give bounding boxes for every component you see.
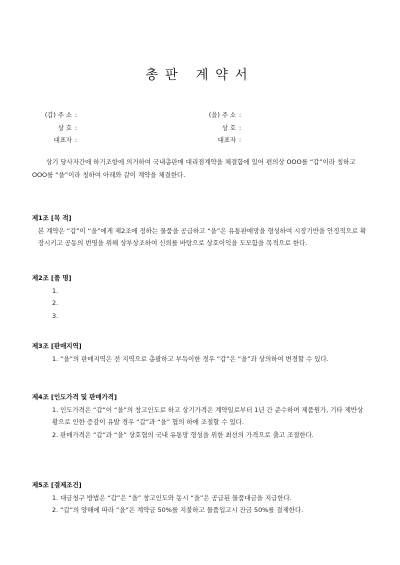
article-heading: 제3조 [판매지역] xyxy=(32,342,82,350)
colon: : xyxy=(74,137,78,144)
party-b-company-label: 상 호 xyxy=(221,124,236,132)
party-a-address-label: (갑) 주 소 xyxy=(44,112,72,119)
article-4 xyxy=(32,391,368,441)
party-b-block xyxy=(184,110,244,148)
colon: : xyxy=(74,124,78,132)
list-item: 2. xyxy=(52,299,59,307)
party-a-rep-label: 대표자 xyxy=(53,137,72,144)
list-item: 1. 인도가격은 “갑”이 “을”의 창고인도로 하고 상기가격은 계약일로부터 1년 간 준수하며 제품원가, 기타 제반상황으로 인한 증감이 유발 경우 “갑”과 “을” 협의 하에 조절할 수 있다. xyxy=(52,405,364,426)
article-heading: 제4조 [인도가격 및 판매가격] xyxy=(32,393,117,401)
party-a-block xyxy=(20,110,80,148)
party-b-address-label: (을) 주 소 xyxy=(208,112,236,119)
list-item: 1. xyxy=(52,286,59,295)
list-item: 2. “갑”의 양해에 따라 “을”은 계약금 50%를 지불하고 물품입고시 잔금 50%를 결제한다. xyxy=(52,506,304,514)
article-2 xyxy=(32,272,368,322)
list-item: 3. xyxy=(52,311,59,320)
list-item: 2. 판매가격은 “갑”과 “을” 상호협의 국내 유통망 형성을 위한 최선의 가격으로 출고 조절한다. xyxy=(52,430,314,439)
article-3 xyxy=(32,340,368,365)
colon: : xyxy=(238,124,242,132)
article-heading: 제2조 [품 명] xyxy=(32,274,72,282)
list-item: 1. 대금청구 방법은 “갑”은 “을” 창고인도와 동시 “을”은 공급된 물품대금을 지급한다. xyxy=(52,493,292,502)
article-heading: 제5조 [결제조건] xyxy=(32,481,82,489)
colon: : xyxy=(238,112,242,119)
party-b-rep-label: 대표자 xyxy=(217,137,236,144)
document-title: 총판 계약서 xyxy=(145,68,255,83)
colon: : xyxy=(238,137,242,144)
intro-paragraph: 상기 당사자간에 하기조항에 의거하여 국내총판매 대리점계약을 체결함에 있어 편의상 OOO를 “갑”이라 칭하고 OOO를 “을”이라 칭하여 아래와 같이 계약을 체결한다. xyxy=(32,158,356,179)
party-a-company-label: 상 호 xyxy=(57,124,72,132)
article-body: 본 계약은 “갑”이 “을”에게 제2조에 정하는 물품을 공급하고 “을”은 유통판매망을 형성하여 시장기반을 안정적으로 확장시키고 공동의 번영을 위해 상부상조하여 신뢰를 바탕으로 상호이익을 도모함을 목적으로 한다. xyxy=(38,226,367,247)
article-5 xyxy=(32,479,368,517)
list-item: 1. “을”의 판매지역은 전 지역으로 총괄하고 부득이한 경우 “갑”은 “을”과 상의하여 변경할 수 있다. xyxy=(52,354,329,363)
article-heading: 제1조 [목 적] xyxy=(32,214,72,222)
article-1 xyxy=(32,212,368,250)
colon: : xyxy=(74,112,78,119)
